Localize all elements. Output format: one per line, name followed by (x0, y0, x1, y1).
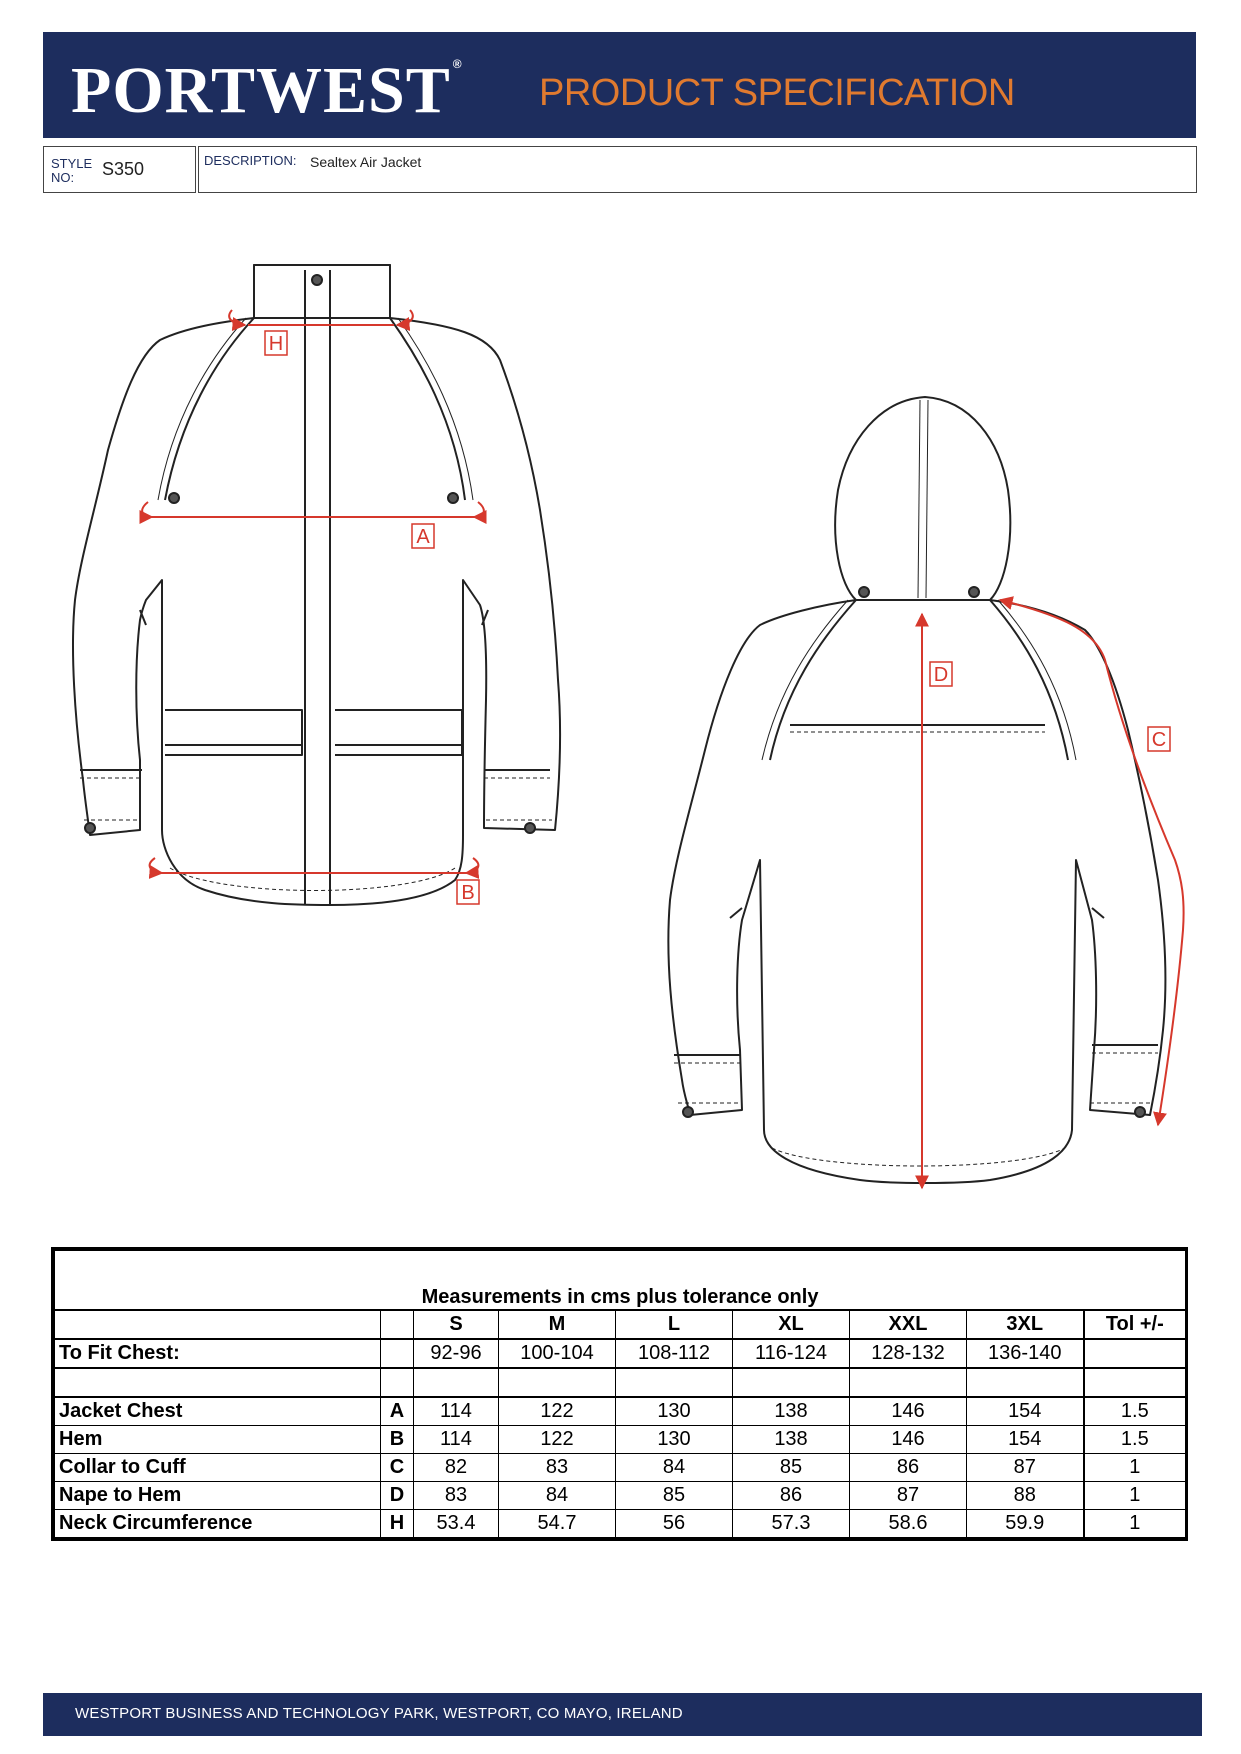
measurement-name: Hem (55, 1426, 381, 1454)
fit-empty-code (381, 1339, 414, 1368)
spacer-cell (967, 1368, 1084, 1397)
tolerance-header: Tol +/- (1084, 1310, 1186, 1339)
measurement-value: 83 (499, 1454, 616, 1482)
measurement-value: 114 (414, 1397, 499, 1426)
spacer-cell (1084, 1368, 1186, 1397)
registered-mark: ® (452, 57, 463, 71)
fit-value: 92-96 (414, 1339, 499, 1368)
measurement-value: 122 (499, 1397, 616, 1426)
size-header: L (616, 1310, 733, 1339)
measurement-code: A (381, 1397, 414, 1426)
measurement-tolerance: 1.5 (1084, 1426, 1186, 1454)
footer-address: WESTPORT BUSINESS AND TECHNOLOGY PARK, WESTPORT, CO MAYO, IRELAND (75, 1705, 683, 1722)
back-measure-labels (930, 662, 1170, 751)
measurement-value: 88 (967, 1482, 1084, 1510)
table-caption: Measurements in cms plus tolerance only (55, 1251, 1186, 1311)
back-view-drawing (668, 397, 1165, 1183)
spacer-cell (499, 1368, 616, 1397)
measurement-value: 59.9 (967, 1510, 1084, 1538)
footer-banner (43, 1693, 1202, 1736)
measurement-value: 114 (414, 1426, 499, 1454)
measurement-value: 83 (414, 1482, 499, 1510)
measurement-tolerance: 1.5 (1084, 1397, 1186, 1426)
measurement-code: H (381, 1510, 414, 1538)
measurement-value: 122 (499, 1426, 616, 1454)
size-header: XL (733, 1310, 850, 1339)
spacer-cell (414, 1368, 499, 1397)
marker-b: B (461, 882, 475, 904)
fit-value: 136-140 (967, 1339, 1084, 1368)
measurement-value: 53.4 (414, 1510, 499, 1538)
measurement-tolerance: 1 (1084, 1510, 1186, 1538)
header-empty-code (381, 1310, 414, 1339)
measurement-code: B (381, 1426, 414, 1454)
size-header: S (414, 1310, 499, 1339)
measurement-value: 54.7 (499, 1510, 616, 1538)
measurement-row (55, 1510, 1186, 1538)
marker-c: C (1151, 729, 1167, 751)
measurement-value: 146 (850, 1426, 967, 1454)
measurement-name: Nape to Hem (55, 1482, 381, 1510)
description-label: DESCRIPTION: (204, 153, 297, 168)
measurement-table (51, 1247, 1188, 1541)
measurement-name: Neck Circumference (55, 1510, 381, 1538)
marker-h: H (268, 333, 284, 355)
style-number-label: STYLE NO: (51, 156, 93, 185)
spacer-cell (381, 1368, 414, 1397)
measurement-name: Jacket Chest (55, 1397, 381, 1426)
fit-value: 108-112 (616, 1339, 733, 1368)
measurement-value: 58.6 (850, 1510, 967, 1538)
fit-chest-label: To Fit Chest: (55, 1339, 381, 1368)
measurement-value: 130 (616, 1397, 733, 1426)
front-view-drawing (73, 265, 560, 905)
measurement-value: 85 (733, 1454, 850, 1482)
fit-value: 116-124 (733, 1339, 850, 1368)
fit-value: 128-132 (850, 1339, 967, 1368)
back-measurements (922, 600, 1184, 1188)
measurement-row (55, 1397, 1186, 1426)
measurement-value: 56 (616, 1510, 733, 1538)
fit-empty-tol (1084, 1339, 1186, 1368)
measurement-value: 86 (850, 1454, 967, 1482)
marker-d: D (933, 664, 949, 686)
measurement-value: 86 (733, 1482, 850, 1510)
spacer-cell (733, 1368, 850, 1397)
back-body-outline (668, 600, 1165, 1183)
measurement-name: Collar to Cuff (55, 1454, 381, 1482)
measurement-tolerance: 1 (1084, 1454, 1186, 1482)
measurement-value: 85 (616, 1482, 733, 1510)
measurement-value: 154 (967, 1397, 1084, 1426)
size-header-row (55, 1310, 1186, 1339)
measurement-value: 87 (850, 1482, 967, 1510)
size-header: XXL (850, 1310, 967, 1339)
measurement-tolerance: 1 (1084, 1482, 1186, 1510)
brand-name: PORTWEST (71, 54, 451, 127)
spacer-cell (55, 1368, 381, 1397)
measurement-value: 138 (733, 1397, 850, 1426)
front-body-outline (73, 265, 560, 905)
front-measure-labels (265, 331, 479, 904)
spacer-row (55, 1368, 1186, 1397)
size-header: 3XL (967, 1310, 1084, 1339)
measurement-code: D (381, 1482, 414, 1510)
measurement-value: 87 (967, 1454, 1084, 1482)
style-number-value: S350 (102, 159, 145, 179)
header-empty-name (55, 1310, 381, 1339)
measurement-value: 82 (414, 1454, 499, 1482)
spacer-cell (850, 1368, 967, 1397)
spacer-cell (616, 1368, 733, 1397)
fit-value: 100-104 (499, 1339, 616, 1368)
measurement-value: 138 (733, 1426, 850, 1454)
measurement-value: 84 (499, 1482, 616, 1510)
measurement-value: 154 (967, 1426, 1084, 1454)
measurement-value: 130 (616, 1426, 733, 1454)
document-title: PRODUCT SPECIFICATION (539, 72, 1015, 114)
measurement-row (55, 1482, 1186, 1510)
description-value: Sealtex Air Jacket (310, 154, 422, 170)
back-hood-outline (835, 397, 1010, 600)
measurement-value: 57.3 (733, 1510, 850, 1538)
table-caption-row (55, 1251, 1186, 1311)
measurement-row (55, 1426, 1186, 1454)
measurement-row (55, 1454, 1186, 1482)
measurement-value: 84 (616, 1454, 733, 1482)
marker-a: A (416, 526, 430, 548)
measurement-code: C (381, 1454, 414, 1482)
fit-chest-row (55, 1339, 1186, 1368)
measurement-value: 146 (850, 1397, 967, 1426)
size-header: M (499, 1310, 616, 1339)
